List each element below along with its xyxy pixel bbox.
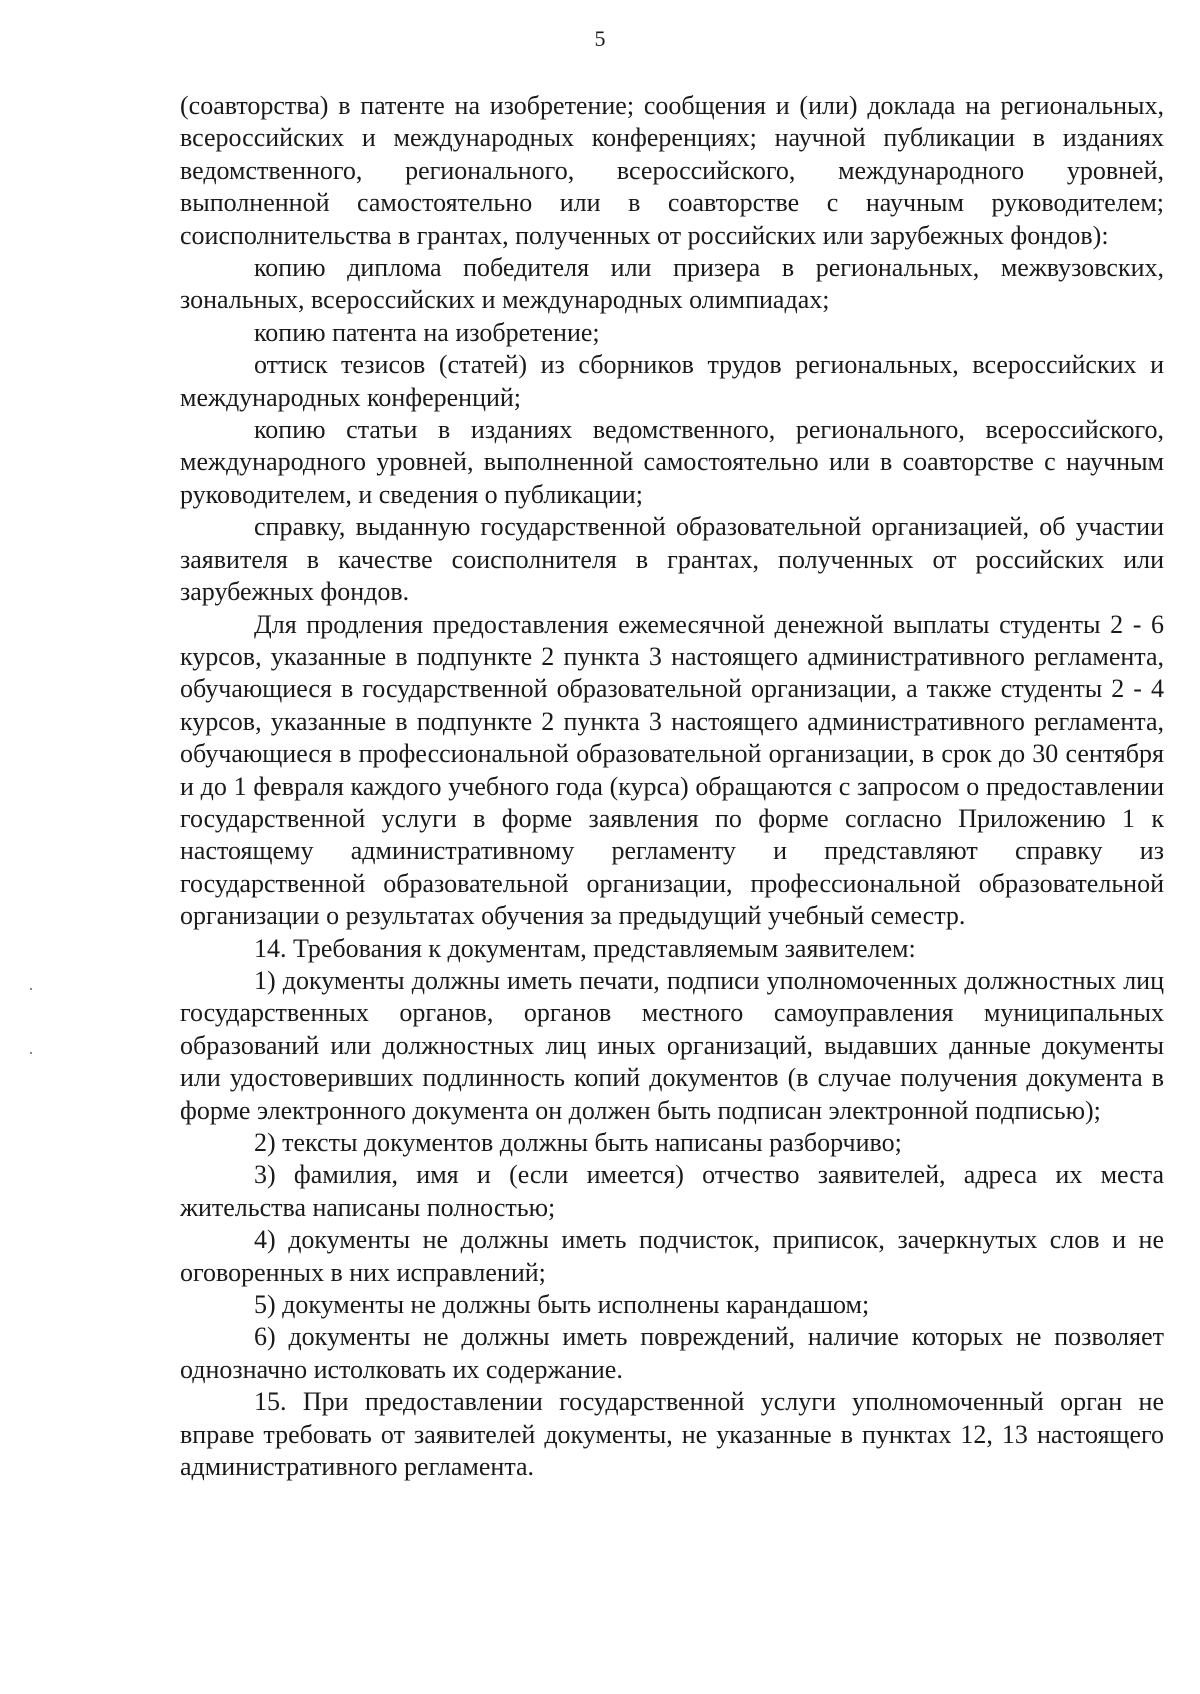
paragraph-requirement-2: 2) тексты документов должны быть написаны разборчиво; (254, 1128, 902, 1157)
paragraph-payment-extension: Для продления предоставления ежемесячной денежной выплаты студенты 2 - 6 курсов, указанные в подпункте 2 пункта 3 настоящего административного регламента, обучающиеся в государственной образовательной организации, а также студенты 2 - 4 курсов, указанные в подпункте 2 пункта 3 настоящего административного регламента, обучающиеся в профессиональной образовательной организации, в срок до 30 сентября и до 1 февраля каждого учебного года (курса) обращаются с запросом о предоставлении государственной услуги в форме заявления по форме согласно Приложению 1 к настоящему административному регламенту и представляют справку из государственной образовательной организации, профессиональной образовательной организации о результатах обучения за предыдущий учебный семестр. (180, 609, 1164, 931)
scan-speck (30, 1052, 32, 1054)
paragraph-requirement-4: 4) документы не должны иметь подчисток, приписок, зачеркнутых слов и не оговоренных в них исправлений; (180, 1225, 1164, 1287)
paragraph-requirement-1: 1) документы должны иметь печати, подписи уполномоченных должностных лиц государственных органов, органов местного самоуправления муниципальных образований или должностных лиц иных организаций, выдавших данные документы или удостоверивших подлинность копий документов (в случае получения документа в форме электронного документа он должен быть подписан электронной подписью); (180, 965, 1164, 1125)
paragraph-section-14-heading: 14. Требования к документам, представляемым заявителем: (254, 933, 916, 963)
paragraph-article-copy: копию статьи в изданиях ведомственного, регионального, всероссийского, международного уровней, выполненной самостоятельно или в соавторстве с научным руководителем, и сведения о публикации; (180, 415, 1164, 509)
paragraph-continuation: (соавторства) в патенте на изобретение; сообщения и (или) доклада на региональных, всероссийских и международных конференциях; научной публикации в изданиях ведомственного, регионального, всероссийского, международного уровней, выполненной самостоятельно или в соавторстве с научным руководителем; соисполнительства в грантах, полученных от российских или зарубежных фондов): (180, 91, 1164, 250)
paragraph-requirement-3: 3) фамилия, имя и (если имеется) отчество заявителей, адреса их места жительства написаны полностью; (180, 1160, 1164, 1222)
paragraph-requirement-6: 6) документы не должны иметь повреждений, наличие которых не позволяет однозначно истолковать их содержание. (180, 1322, 1164, 1384)
paragraph-requirement-5: 5) документы не должны быть исполнены карандашом; (254, 1290, 870, 1320)
paragraph-patent-copy: копию патента на изобретение; (254, 317, 600, 347)
page-number: 5 (594, 26, 606, 51)
document-body (180, 90, 1164, 1483)
paragraph-grant-certificate: справку, выданную государственной образовательной организацией, об участии заявителя в качестве соисполнителя в грантах, полученных от российских или зарубежных фондов. (180, 512, 1164, 607)
paragraph-diploma-copy: копию диплома победителя или призера в региональных, межвузовских, зональных, всероссийских и международных олимпиадах; (180, 253, 1164, 315)
paragraph-theses-print: оттиск тезисов (статей) из сборников трудов региональных, всероссийских и международных конференций; (180, 350, 1164, 412)
scan-speck (30, 988, 32, 990)
paragraph-section-15: 15. При предоставлении государственной услуги уполномоченный орган не вправе требовать от заявителей документы, не указанные в пунктах 12, 13 настоящего административного регламента. (180, 1387, 1164, 1482)
